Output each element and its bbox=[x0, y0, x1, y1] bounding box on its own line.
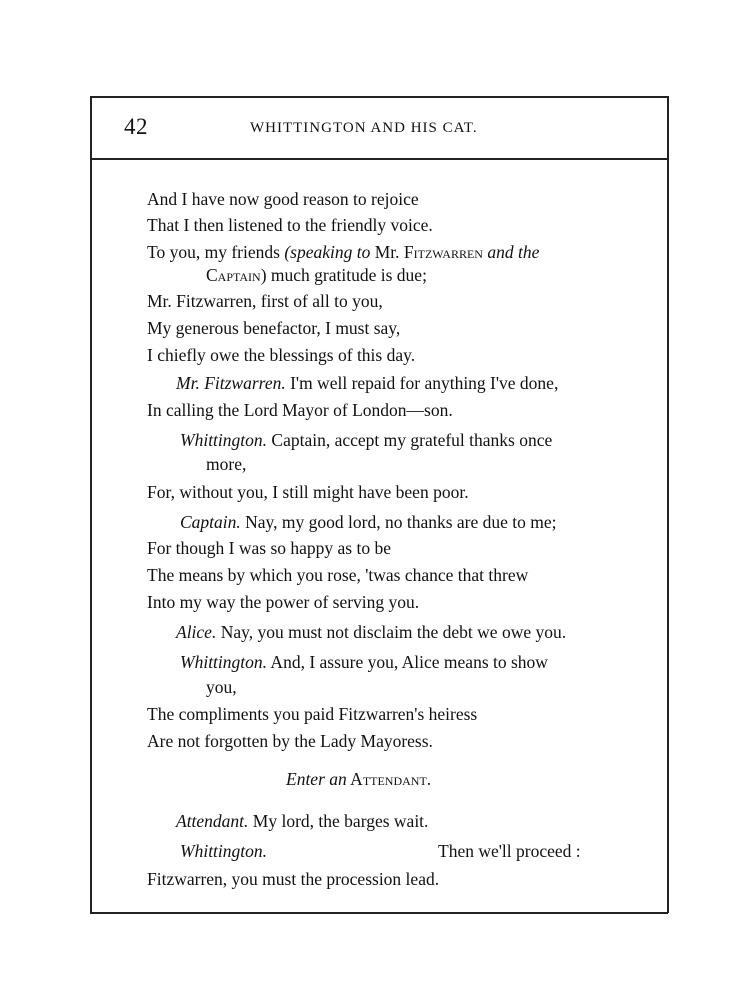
text-line: Mr. Fitzwarren, first of all to you, bbox=[147, 291, 383, 311]
text-line: The compliments you paid Fitzwarren's heiress bbox=[147, 704, 478, 724]
page-number: 42 bbox=[124, 114, 148, 139]
text-line bbox=[206, 264, 427, 286]
text-line: And I have now good reason to rejoice bbox=[147, 189, 419, 209]
running-title: WHITTINGTON AND HIS CAT. bbox=[250, 120, 478, 136]
speech-text: Nay, you must not disclaim the debt we owe you. bbox=[216, 622, 567, 642]
character-name: Fitzwarren bbox=[403, 242, 483, 262]
speech-text: Nay, my good lord, no thanks are due to me; bbox=[240, 512, 557, 532]
speaker-name: Whittington. bbox=[180, 652, 268, 672]
text-line: Into my way the power of serving you. bbox=[147, 592, 420, 612]
speech-text: I'm well repaid for anything I've done, bbox=[285, 373, 559, 393]
character-name: Captain bbox=[206, 265, 261, 285]
stage-direction: Enter an bbox=[286, 769, 347, 789]
speaker-name: Captain. bbox=[180, 512, 241, 532]
stage-direction: (speaking to bbox=[284, 242, 371, 262]
speech-text: And, I assure you, Alice means to show bbox=[267, 652, 548, 672]
bottom-border-rule bbox=[90, 912, 668, 914]
text-line: you, bbox=[206, 677, 237, 697]
text-line: For though I was so happy as to be bbox=[147, 538, 392, 558]
text-line: Fitzwarren, you must the procession lead. bbox=[147, 869, 440, 889]
text-line bbox=[176, 372, 558, 394]
right-border-rule bbox=[667, 96, 669, 913]
character-name: Attendant. bbox=[346, 769, 432, 789]
speaker-name: Whittington. bbox=[180, 430, 268, 450]
stage-direction: and the bbox=[482, 242, 540, 262]
speaker-name: Mr. Fitzwarren. bbox=[176, 373, 286, 393]
text-line: For, without you, I still might have been poor. bbox=[147, 482, 469, 502]
text-line bbox=[180, 429, 552, 451]
text-line bbox=[180, 840, 267, 862]
speech-text: My lord, the barges wait. bbox=[248, 811, 429, 831]
speaker-name: Attendant. bbox=[176, 811, 249, 831]
stage-direction-line bbox=[286, 768, 431, 790]
text-span: Mr. bbox=[370, 242, 404, 262]
text-line bbox=[180, 511, 557, 533]
left-border-rule bbox=[90, 96, 92, 913]
text-span: ) much gratitude is due; bbox=[260, 265, 427, 285]
text-line: Then we'll proceed : bbox=[438, 841, 581, 861]
text-line bbox=[180, 651, 548, 673]
text-span: To you, my friends bbox=[147, 242, 285, 262]
text-line bbox=[176, 810, 428, 832]
text-line: Are not forgotten by the Lady Mayoress. bbox=[147, 731, 433, 751]
text-line: In calling the Lord Mayor of London—son. bbox=[147, 400, 453, 420]
text-line: more, bbox=[206, 454, 247, 474]
text-line: The means by which you rose, 'twas chance that threw bbox=[147, 565, 529, 585]
text-line bbox=[147, 241, 539, 263]
speaker-name: Whittington. bbox=[180, 841, 268, 861]
text-line: My generous benefactor, I must say, bbox=[147, 318, 401, 338]
text-line: That I then listened to the friendly voice. bbox=[147, 215, 433, 235]
text-line: I chiefly owe the blessings of this day. bbox=[147, 345, 416, 365]
top-border-rule bbox=[90, 96, 668, 98]
header-divider-rule bbox=[90, 158, 668, 160]
speech-text: Captain, accept my grateful thanks once bbox=[267, 430, 553, 450]
text-line bbox=[176, 621, 566, 643]
speaker-name: Alice. bbox=[176, 622, 217, 642]
